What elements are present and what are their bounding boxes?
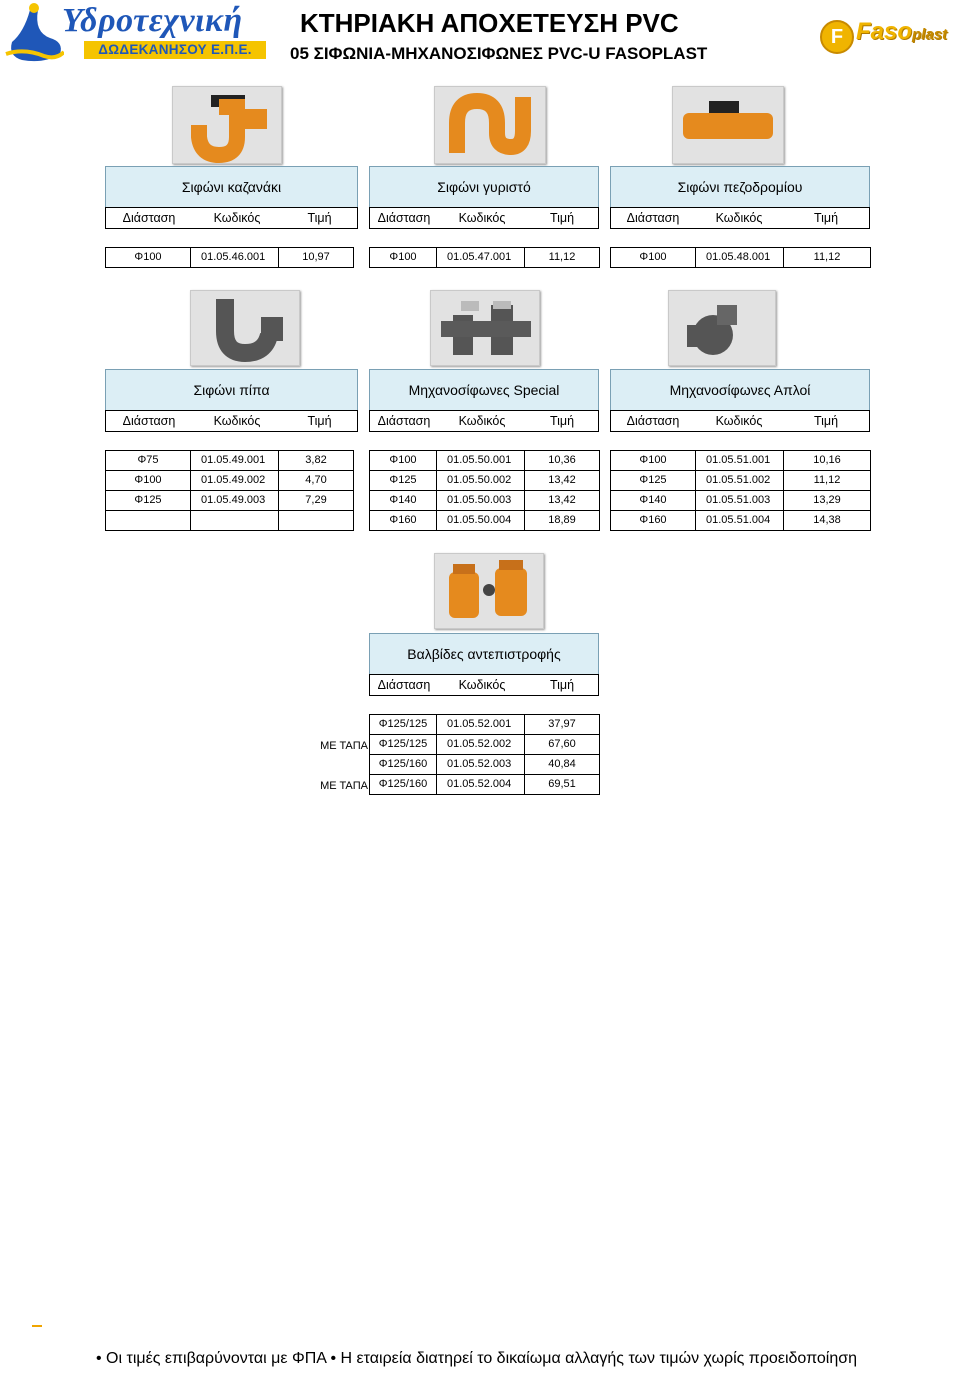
table-row [370, 471, 600, 491]
column-header-row [105, 410, 358, 432]
photo-pavement-trap [672, 86, 784, 164]
table-row [611, 451, 871, 471]
code-cell: 01.05.49.002 [191, 471, 279, 491]
code-cell: 01.05.51.002 [696, 471, 784, 491]
col-dimension: Διάσταση [626, 414, 680, 428]
f-logo-icon: F [820, 20, 854, 54]
price-cell: 13,29 [784, 491, 871, 511]
code-cell: 01.05.52.004 [437, 775, 525, 795]
price-cell: 10,36 [525, 451, 600, 471]
page-subtitle: 05 ΣΙΦΩΝΙΑ-ΜΗΧΑΝΟΣΙΦΩΝΕΣ PVC-U FASOPLAST [290, 44, 708, 63]
price-table [105, 247, 354, 268]
code-cell: 01.05.51.004 [696, 511, 784, 531]
photo-pipe-trap [190, 290, 300, 366]
price-table [369, 450, 600, 531]
price-cell: 13,42 [525, 491, 600, 511]
price-cell: 18,89 [525, 511, 600, 531]
table-row [370, 491, 600, 511]
price-cell: 11,12 [784, 471, 871, 491]
fasoplast-logo [818, 14, 958, 56]
dimension-cell: Φ125 [370, 471, 437, 491]
code-cell: 01.05.50.004 [437, 511, 525, 531]
col-code: Κωδικός [715, 414, 763, 428]
code-cell: 01.05.49.001 [191, 451, 279, 471]
price-cell: 13,42 [525, 471, 600, 491]
decorative-dash [32, 1325, 42, 1327]
table-row [370, 735, 600, 755]
price-cell: 3,82 [279, 451, 354, 471]
col-code: Κωδικός [458, 211, 506, 225]
col-price: Τιμή [549, 678, 575, 692]
code-cell: 01.05.52.002 [437, 735, 525, 755]
code-cell: 01.05.50.001 [437, 451, 525, 471]
table-row [611, 248, 871, 268]
column-header-row [369, 410, 599, 432]
dimension-cell: Φ125 [106, 491, 191, 511]
dimension-cell: Φ100 [370, 248, 437, 268]
table-row [370, 248, 600, 268]
table-row [106, 248, 354, 268]
dimension-cell: Φ125/125 [370, 715, 437, 735]
col-code: Κωδικός [213, 211, 261, 225]
section-title: Βαλβίδες αντεπιστροφής [369, 633, 599, 675]
table-row [611, 511, 871, 531]
col-price: Τιμή [549, 414, 575, 428]
code-cell: 01.05.49.003 [191, 491, 279, 511]
dimension-cell: Φ125/160 [370, 755, 437, 775]
code-cell: 01.05.47.001 [437, 248, 525, 268]
dimension-cell: Φ100 [611, 451, 696, 471]
dimension-cell: Φ125/160 [370, 775, 437, 795]
price-cell: 40,84 [525, 755, 600, 775]
section-title: Σιφώνι καζανάκι [105, 166, 358, 208]
company-logo [4, 2, 266, 62]
code-cell: 01.05.48.001 [696, 248, 784, 268]
col-dimension: Διάσταση [377, 211, 431, 225]
dimension-cell: Φ100 [370, 451, 437, 471]
table-row [106, 451, 354, 471]
price-table [610, 450, 871, 531]
col-price: Τιμή [307, 211, 332, 225]
table-row [611, 471, 871, 491]
price-cell: 10,97 [279, 248, 354, 268]
row-note: ΜΕ ΤΑΠΑ [320, 780, 368, 792]
code-cell [191, 511, 279, 531]
code-cell: 01.05.50.002 [437, 471, 525, 491]
dimension-cell: Φ100 [611, 248, 696, 268]
section-title: Σιφώνι πεζοδρομίου [610, 166, 870, 208]
col-code: Κωδικός [458, 414, 506, 428]
dimension-cell: Φ140 [611, 491, 696, 511]
code-cell: 01.05.50.003 [437, 491, 525, 511]
price-cell: 10,16 [784, 451, 871, 471]
section-title: Μηχανοσίφωνες Απλοί [610, 369, 870, 411]
section-title: Σιφώνι πίπα [105, 369, 358, 411]
code-cell: 01.05.52.003 [437, 755, 525, 775]
photo-simple-trap [668, 290, 776, 366]
table-row [106, 511, 354, 531]
column-header-row [105, 207, 358, 229]
col-price: Τιμή [813, 211, 839, 225]
price-cell: 7,29 [279, 491, 354, 511]
dimension-cell: Φ140 [370, 491, 437, 511]
price-table [369, 247, 600, 268]
price-table [610, 247, 871, 268]
price-cell: 11,12 [525, 248, 600, 268]
photo-special-trap [430, 290, 540, 366]
company-name: Υδροτεχνική [62, 2, 243, 39]
dimension-cell: Φ125 [611, 471, 696, 491]
row-note: ΜΕ ΤΑΠΑ [320, 740, 368, 752]
dimension-cell [106, 511, 191, 531]
code-cell: 01.05.46.001 [191, 248, 279, 268]
col-price: Τιμή [813, 414, 839, 428]
brand-word-suffix: plast [912, 26, 948, 43]
col-code: Κωδικός [213, 414, 261, 428]
table-row [370, 775, 600, 795]
col-code: Κωδικός [715, 211, 763, 225]
section-title: Μηχανοσίφωνες Special [369, 369, 599, 411]
price-cell: 14,38 [784, 511, 871, 531]
col-dimension: Διάσταση [626, 211, 680, 225]
col-price: Τιμή [549, 211, 575, 225]
price-table [105, 450, 354, 531]
column-header-row [610, 410, 870, 432]
col-dimension: Διάσταση [377, 678, 431, 692]
photo-reversible-trap [434, 86, 546, 164]
table-row [370, 715, 600, 735]
dimension-cell: Φ125/125 [370, 735, 437, 755]
col-dimension: Διάσταση [122, 414, 176, 428]
dimension-cell: Φ100 [106, 248, 191, 268]
price-cell: 11,12 [784, 248, 871, 268]
section-title: Σιφώνι γυριστό [369, 166, 599, 208]
table-row [370, 511, 600, 531]
photo-cistern-trap [172, 86, 282, 164]
price-cell: 37,97 [525, 715, 600, 735]
column-header-row [610, 207, 870, 229]
col-dimension: Διάσταση [377, 414, 431, 428]
table-row [611, 491, 871, 511]
table-row [370, 451, 600, 471]
price-table [369, 714, 600, 795]
column-header-row [369, 207, 599, 229]
code-cell: 01.05.52.001 [437, 715, 525, 735]
brand-word: Faso [856, 18, 913, 45]
dimension-cell: Φ160 [611, 511, 696, 531]
photo-check-valves [434, 553, 544, 629]
col-dimension: Διάσταση [122, 211, 176, 225]
column-header-row [369, 674, 599, 696]
price-cell: 4,70 [279, 471, 354, 491]
dimension-cell: Φ75 [106, 451, 191, 471]
table-row [106, 471, 354, 491]
code-cell: 01.05.51.003 [696, 491, 784, 511]
footer-note: • Οι τιμές επιβαρύνονται με ΦΠΑ • Η εταιρεία διατηρεί το δικαίωμα αλλαγής των τιμών χωρίς προειδοποίηση [96, 1350, 858, 1367]
page-title: ΚΤΗΡΙΑΚΗ ΑΠΟΧΕΤΕΥΣΗ PVC [300, 8, 679, 38]
table-row [370, 755, 600, 775]
price-cell: 69,51 [525, 775, 600, 795]
dimension-cell: Φ160 [370, 511, 437, 531]
price-cell [279, 511, 354, 531]
col-code: Κωδικός [458, 678, 506, 692]
col-price: Τιμή [307, 414, 332, 428]
water-figure-icon [4, 2, 64, 64]
dimension-cell: Φ100 [106, 471, 191, 491]
table-row [106, 491, 354, 511]
price-cell: 67,60 [525, 735, 600, 755]
company-subtitle: ΔΩΔΕΚΑΝΗΣΟΥ Ε.Π.Ε. [84, 41, 266, 59]
code-cell: 01.05.51.001 [696, 451, 784, 471]
